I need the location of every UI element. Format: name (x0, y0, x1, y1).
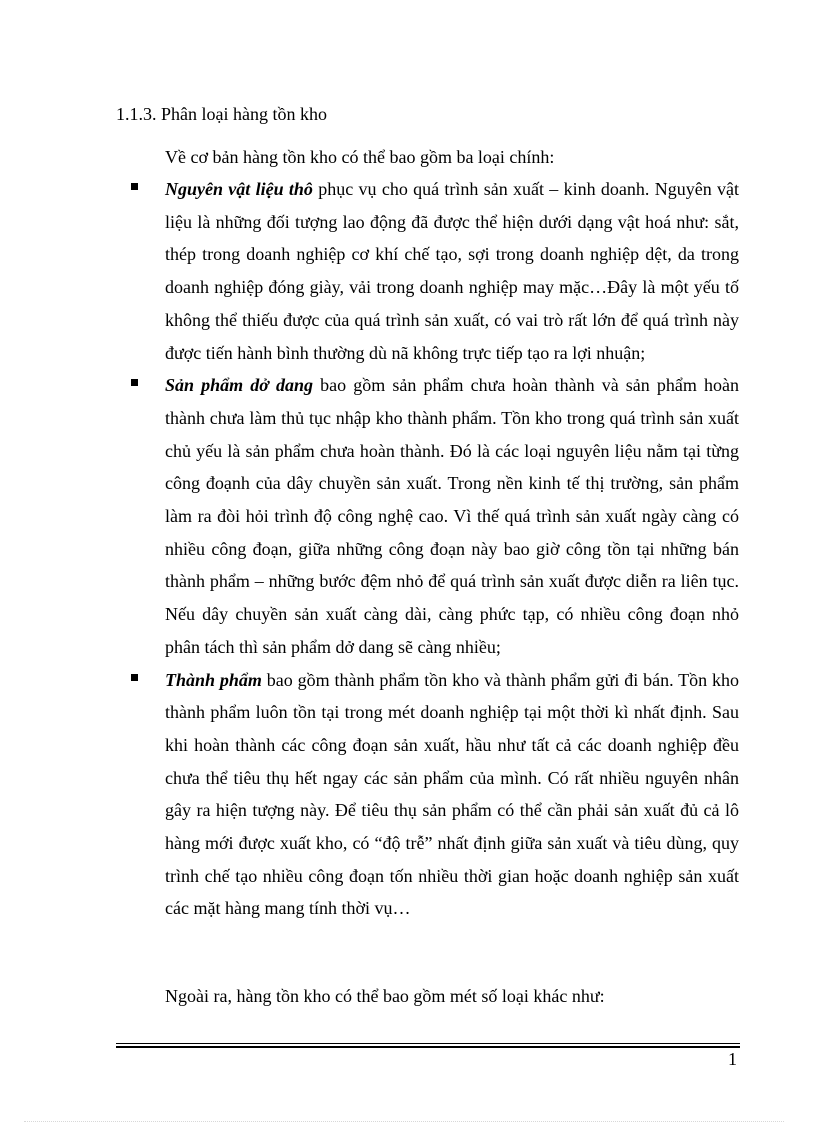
page-number: 1 (728, 1049, 737, 1069)
item-description: phục vụ cho quá trình sản xuất – kinh doanh. Nguyên vật liệu là những đối tượng lao động đã được thể hiện dưới dạng vật hoá như: sắt, thép trong doanh nghiệp cơ khí chế tạo, sợi trong doanh nghiệp dệt, da trong doanh nghiệp đóng giày, vải trong doanh nghiệp may mặc…Đây là một yếu tố không thể thiếu được của quá trình sản xuất, có vai trò rất lớn để quá trình này được tiến hành bình thường dù nã không trực tiếp tạo ra lợi nhuận; (165, 179, 739, 363)
list-item (0, 173, 816, 369)
section-heading: 1.1.3. Phân loại hàng tồn kho (116, 104, 327, 124)
inventory-type-list (0, 173, 816, 925)
term-work-in-progress: Sản phẩm dở dang (165, 375, 314, 396)
square-bullet-icon (131, 674, 138, 681)
term-raw-materials: Nguyên vật liệu thô (165, 179, 313, 199)
list-item (0, 664, 816, 926)
square-bullet-icon (131, 379, 138, 386)
intro-paragraph: Về cơ bản hàng tồn kho có thể bao gồm ba loại chính: (165, 147, 555, 167)
page-edge-divider (24, 1121, 784, 1122)
list-item (0, 369, 816, 663)
item-description: bao gồm thành phẩm tồn kho và thành phẩm gửi đi bán. Tồn kho thành phẩm luôn tồn tại trong mét doanh nghiệp tại một thời kì nhất định. Sau khi hoàn thành các công đoạn sản xuất, hầu như tất cả các doanh nghiệp đều chưa thể tiêu thụ hết ngay các sản phẩm của mình. Có rất nhiều nguyên nhân gây ra hiện tượng này. Để tiêu thụ sản phẩm có thể cần phải sản xuất đủ cả lô hàng mới được xuất kho, có “độ trễ” nhất định giữa sản xuất và tiêu dùng, quy trình chế tạo nhiều công đoạn tốn nhiều thời gian hoặc doanh nghiệp sản xuất các mặt hàng mang tính thời vụ… (165, 669, 740, 919)
square-bullet-icon (131, 183, 138, 190)
closing-paragraph: Ngoài ra, hàng tồn kho có thể bao gồm mét số loại khác như: (165, 986, 605, 1006)
footer-rule-thick (116, 1046, 740, 1048)
term-finished-goods: Thành phẩm (165, 669, 262, 690)
footer-rule (116, 1043, 740, 1044)
item-description: bao gồm sản phẩm chưa hoàn thành và sản phẩm hoàn thành chưa làm thủ tục nhập kho thành phẩm. Tồn kho trong quá trình sản xuất chủ yếu là sản phẩm chưa hoàn thành. Đó là các loại nguyên liệu nằm tại từng công đoạnh của dây chuyền sản xuất. Trong nền kinh tế thị trường, sản phẩm làm ra đòi hỏi trình độ công nghệ cao. Vì thế quá trình sản xuất ngày càng có nhiều công đoạn, giữa những công đoạn này bao giờ công tồn tại những bán thành phẩm – những bước đệm nhỏ để quá trình sản xuất được diễn ra liên tục. Nếu dây chuyền sản xuất càng dài, càng phức tạp, có nhiều công đoạn nhỏ phân tách thì sản phẩm dở dang sẽ càng nhiều; (165, 375, 740, 657)
